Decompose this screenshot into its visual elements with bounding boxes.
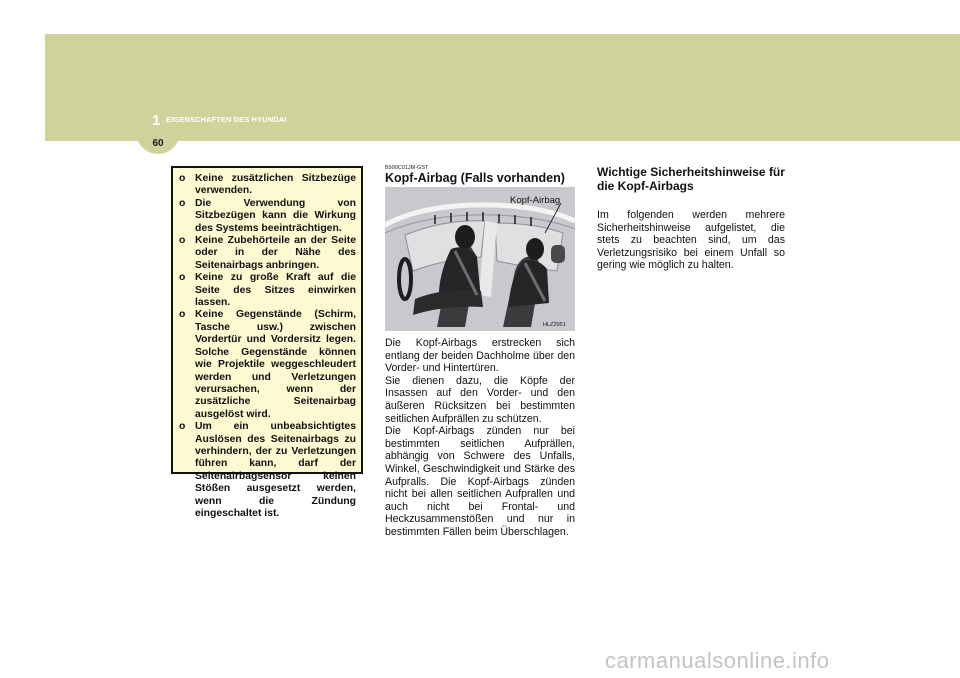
warning-item: [178, 198, 356, 235]
figure-callout-label: Kopf-Airbag: [510, 195, 561, 206]
bullet-marker: o: [179, 197, 186, 209]
warning-item: [178, 272, 356, 309]
bullet-marker: o: [179, 421, 186, 433]
warning-item-text: Keine Gegenstände (Schirm, Tasche usw.) zwischen Vordertür und Vordersitz legen. Solche Gegenstände können wie Projektile weggeschleudert werden und Verletzungen verursachen, wenn der zusätzliche Seitenairbag ausgelöst wird.: [195, 309, 356, 420]
bullet-marker: o: [179, 173, 186, 184]
section-body: [385, 337, 575, 539]
warning-item-text: Um ein unbeabsichtigtes Auslösen des Seitenairbags zu verhindern, der zu Verletzungen führen kann, darf der Seitenairbagsensor keinen Stößen ausgesetzt werden, wenn die Zündung eingeschaltet ist.: [195, 421, 356, 519]
warning-item-text: Keine zusätzlichen Sitzbezüge verwenden.: [195, 173, 356, 197]
safety-intro-text: Im folgenden werden mehrere Sicherheitshinweise aufgelistet, die stets zu beachten sind, um das Verletzungsrisiko bei einem Unfall so gering wie möglich zu halten.: [597, 209, 785, 272]
warning-box: [171, 166, 363, 519]
figure-code: HLZ2051: [543, 322, 566, 328]
warning-item: [178, 309, 356, 421]
bullet-marker: o: [179, 235, 186, 247]
warning-item: [178, 235, 356, 272]
watermark: carmanualsonline.info: [605, 648, 830, 673]
body-paragraph: Sie dienen dazu, die Köpfe der Insassen auf den Vorder- und den äußeren Rücksitzen bei bestimmten seitlichen Aufprällen zu schützen.: [385, 374, 575, 425]
warning-list: [178, 173, 356, 520]
body-paragraph: Die Kopf-Airbags zünden nur bei bestimmten seitlichen Aufprällen, abhängig von Schwere des Unfalls, Winkel, Geschwindigkeit und Stärke des Aufpralls. Die Kopf-Airbags zünden nicht bei allen seitlichen Aufprallen und auch nicht bei Frontal- und Heckzusammenstößen und nur in bestimmten Fällen beim Überschlagen.: [385, 425, 575, 538]
chapter-title: EIGENSCHAFTEN DES HYUNDAI: [166, 115, 287, 124]
safety-heading: Wichtige Sicherheitshinweise für die Kopf-Airbags: [597, 165, 785, 193]
body-paragraph: Die Kopf-Airbags erstrecken sich entlang der beiden Dachholme über den Vorder- und Hintertüren.: [385, 337, 575, 375]
chapter-number: 1: [152, 112, 161, 129]
section-code: B990C01JM-GST: [385, 165, 429, 171]
warning-item: [178, 173, 356, 198]
warning-item-text: Die Verwendung von Sitzbezügen kann die Wirkung des Systems beeinträchtigen.: [195, 197, 356, 234]
car-interior-drawing: [385, 187, 575, 331]
bullet-marker: o: [179, 272, 186, 284]
warning-item: [178, 421, 356, 520]
warning-item-text: Keine Zubehörteile an der Seite oder in der Nähe des Seitenairbags anbringen.: [195, 235, 356, 271]
page-number: 60: [152, 138, 164, 149]
section-heading: Kopf-Airbag (Falls vorhanden): [385, 171, 565, 185]
airbag-illustration: [385, 187, 575, 331]
bullet-marker: o: [179, 309, 186, 321]
header-band: [45, 34, 960, 141]
warning-item-text: Keine zu große Kraft auf die Seite des Sitzes einwirken lassen.: [195, 272, 356, 309]
